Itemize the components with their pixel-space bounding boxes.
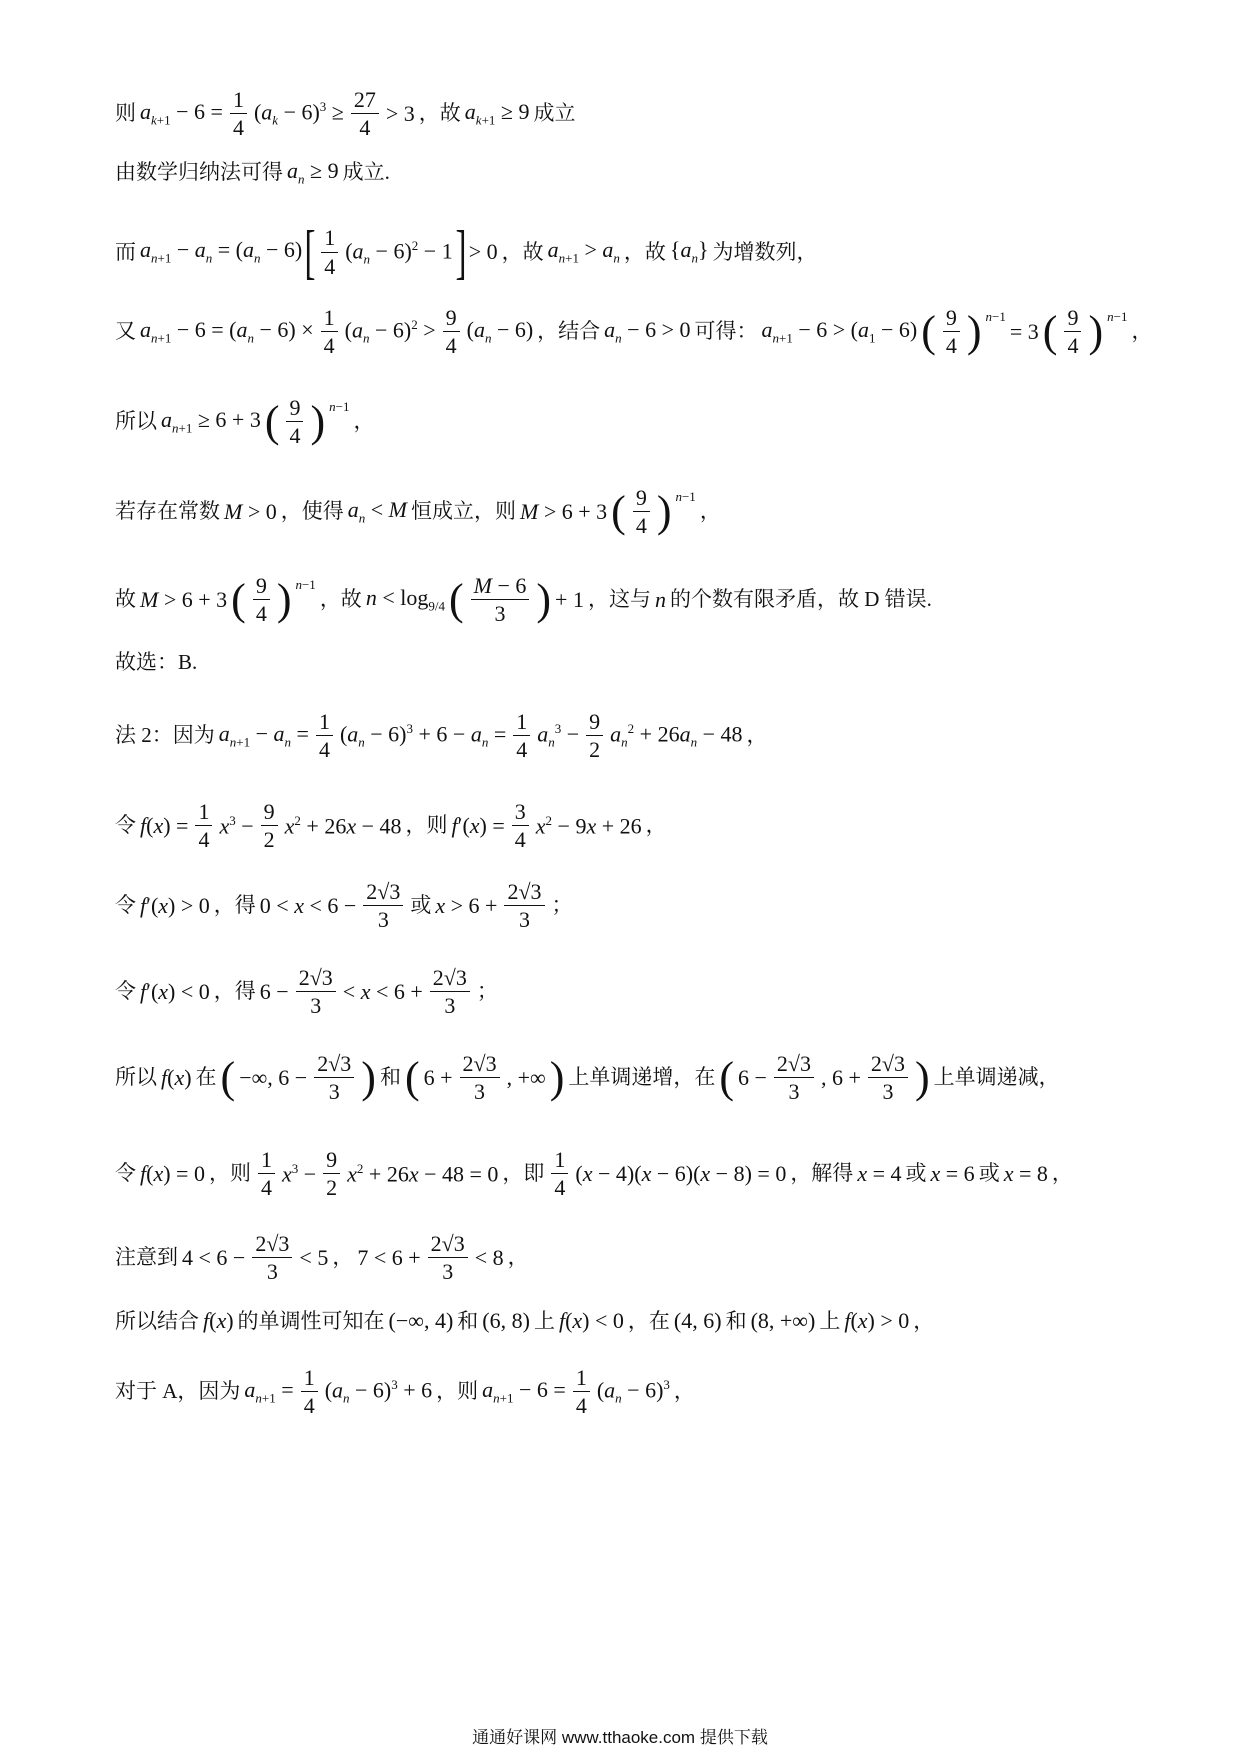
text-segment: ， xyxy=(507,1245,529,1270)
text-segment: 若存在常数 xyxy=(115,499,220,524)
math-line-3: 而 $a_{n+1} - a_n = (a_n - 6)$ [ $\frac{1}{4}$ $(a_n - 6)^2 - 1$ ] > 0 ，故 $a_{n+1} > a_n$ ，故 $\{a_n\}$ 为增数列， xyxy=(115,219,818,285)
math-line-1: 则 $a_{k+1} - 6$ = $\frac{1}{4}$ $(a_k - 6)^3$ ≥ $\frac{27}{4}$ > 3 ，故 $a_{k+1} \ge 9$ 成立 xyxy=(115,87,576,141)
math-line-14: 令 f(x) = 0 ，则 $\frac{1}{4}$ $x^3$ − $\frac{9}{2}$ $x^2 + 26x - 48 = 0$ ，即 $\frac{1}{4}$ (x − 4)(x − 6)(x − 8) = 0 ，解得 x = 4 或 x = 6 或 x = 8 ， xyxy=(115,1147,1073,1201)
text-segment: 所以 xyxy=(115,409,157,434)
math-line-4: 又 $a_{n+1} - 6 = (a_n - 6)$ × $\frac{1}{4}$ $(a_n - 6)^2$ > $\frac{9}{4}$ $(a_n - 6)$ ，结合 $a_n - 6 > 0$ 可得： $a_{n+1} - 6 > (a_1 - 6)$ ( $\frac{9}{4}$ ) n−1 = 3 ( $\frac{9}{4}$ ) n−1 ， xyxy=(115,305,1153,359)
text-segment: ， xyxy=(1131,319,1153,344)
text-segment: 上单调递减， xyxy=(933,1065,1060,1090)
text-segment: 在 xyxy=(195,1065,217,1090)
text-segment: ， xyxy=(645,813,667,838)
text-segment: ， xyxy=(673,1379,695,1404)
text-segment: 或 xyxy=(410,893,432,918)
text-segment: 法 2：因为 xyxy=(115,723,215,748)
math-line-15: 注意到 4 < 6 − $\frac{2√3}{3}$ < 5 ， 7 < 6 + $\frac{2√3}{3}$ < 8 ， xyxy=(115,1231,529,1285)
math-line-13: 所以 f(x) 在 ( −∞, 6 − $\frac{2√3}{3}$ ) 和 ( 6 + $\frac{2√3}{3}$ , +∞ ) 上单调递增，在 ( 6 − $\frac{2√3}{3}$ , 6 + $\frac{2√3}{3}$ ) 上单调递减， xyxy=(115,1051,1060,1105)
math-line-12: 令 f′(x) < 0 ，得 6 − $\frac{2√3}{3}$ < x < 6 + $\frac{2√3}{3}$ ； xyxy=(115,965,498,1019)
text-segment: 成立 xyxy=(533,101,576,126)
text-segment: ，使得 xyxy=(280,499,344,524)
text-segment: 上单调递增，在 xyxy=(568,1065,716,1090)
math-line-16: 所以结合 f(x) 的单调性可知在 (−∞, 4) 和 (6, 8) 上 f(x) < 0 ，在 (4, 6) 和 (8, +∞) 上 f(x) > 0 ， xyxy=(115,1308,935,1333)
math-line-2: 由数学归纳法可得 $a_n \ge 9$ 成立. xyxy=(115,158,390,187)
text-segment: 和 xyxy=(379,1065,401,1090)
math-line-6: 若存在常数 M > 0 ，使得 $a_n < M$ 恒成立，则 M > 6 + 3 ( $\frac{9}{4}$ ) n−1 ， xyxy=(115,485,721,539)
text-segment: 的个数有限矛盾，故 D 错误. xyxy=(669,587,932,612)
footer-text: 通通好课网 www.tthaoke.com 提供下载 xyxy=(472,1728,768,1747)
text-segment: 为增数列， xyxy=(712,239,818,264)
text-segment: 由数学归纳法可得 xyxy=(115,160,283,185)
text-segment: 令 xyxy=(115,1161,136,1186)
text-segment: 和 xyxy=(725,1308,747,1333)
math-line-10: 令 f(x) = $\frac{1}{4}$ $x^3$ − $\frac{9}{2}$ $x^2 + 26x - 48$ ，则 f′(x) = $\frac{3}{4}$ $x^2 - 9x + 26$ ， xyxy=(115,799,667,853)
math-line-8 xyxy=(115,652,1180,673)
text-segment: ，得 xyxy=(213,893,256,918)
text-segment: 所以 xyxy=(115,1065,157,1090)
text-segment: 所以结合 xyxy=(115,1308,199,1333)
text-segment: ，在 xyxy=(627,1308,670,1333)
text-segment: ，故 xyxy=(623,239,666,264)
text-segment: 令 xyxy=(115,893,136,918)
text-segment: 注意到 xyxy=(115,1245,178,1270)
text-segment: ， xyxy=(1051,1161,1073,1186)
text-segment: ，解得 xyxy=(790,1161,854,1186)
text-segment: 或 xyxy=(905,1161,927,1186)
math-line-17: 对于 A，因为 $a_{n+1}$ = $\frac{1}{4}$ $(a_n - 6)^3 + 6$ ，则 $a_{n+1} - 6$ = $\frac{1}{4}$ $(a_n - 6)^3$ ， xyxy=(115,1365,695,1419)
text-segment: ，则 xyxy=(208,1161,251,1186)
text-segment: ，故 xyxy=(319,587,362,612)
text-segment: 而 xyxy=(115,239,136,264)
text-segment: ， xyxy=(353,409,375,434)
text-segment: 恒成立，则 xyxy=(411,499,516,524)
text-segment: ，结合 xyxy=(537,319,601,344)
text-segment: 对于 A，因为 xyxy=(115,1379,241,1404)
text-segment: 可得： xyxy=(694,319,758,344)
text-segment: 和 xyxy=(457,1308,479,1333)
text-segment: 上 xyxy=(533,1308,555,1333)
text-segment: 令 xyxy=(115,813,136,838)
text-segment: 上 xyxy=(819,1308,841,1333)
text-segment: ； xyxy=(551,893,573,918)
text-segment: ， xyxy=(913,1308,935,1333)
math-line-11: 令 f′(x) > 0 ，得 0 < x < 6 − $\frac{2√3}{3}$ 或 x > 6 + $\frac{2√3}{3}$ ； xyxy=(115,879,573,933)
text-segment: ， xyxy=(746,723,768,748)
text-segment: 故选：B. xyxy=(115,650,198,674)
text-segment: ，则 xyxy=(436,1379,479,1404)
text-segment: ； xyxy=(476,979,498,1004)
text-segment: 令 xyxy=(115,979,136,1004)
text-segment: ，则 xyxy=(405,813,448,838)
text-segment: ，故 xyxy=(418,101,461,126)
text-segment: 则 xyxy=(115,101,136,126)
text-segment: 又 xyxy=(115,319,136,344)
text-segment: ，这与 xyxy=(587,587,651,612)
text-segment: ， xyxy=(699,499,721,524)
math-line-7: 故 M > 6 + 3 ( $\frac{9}{4}$ ) n−1 ，故 $n < \log_{9/4}$ ( $\frac{M - 6}{3}$ ) + 1 ，这与 n 的个数有限矛盾，故 D 错误. xyxy=(115,573,932,627)
math-line-5: 所以 $a_{n+1} \ge 6 + 3$ ( $\frac{9}{4}$ ) n−1 ， xyxy=(115,395,375,449)
text-segment: ，得 xyxy=(213,979,256,1004)
text-segment: ，即 xyxy=(502,1161,545,1186)
text-segment: ，故 xyxy=(501,239,544,264)
text-segment: 或 xyxy=(978,1161,1000,1186)
text-segment: ， xyxy=(332,1245,354,1270)
text-segment: 的单调性可知在 xyxy=(237,1308,385,1333)
text-segment: 故 xyxy=(115,587,136,612)
text-segment: 成立. xyxy=(342,160,390,185)
math-line-9: 法 2：因为 $a_{n+1} - a_n$ = $\frac{1}{4}$ $(a_n - 6)^3 + 6 - a_n$ = $\frac{1}{4}$ $a_n^3$ − $\frac{9}{2}$ $a_n^2 + 26a_n - 48$ ， xyxy=(115,709,768,763)
